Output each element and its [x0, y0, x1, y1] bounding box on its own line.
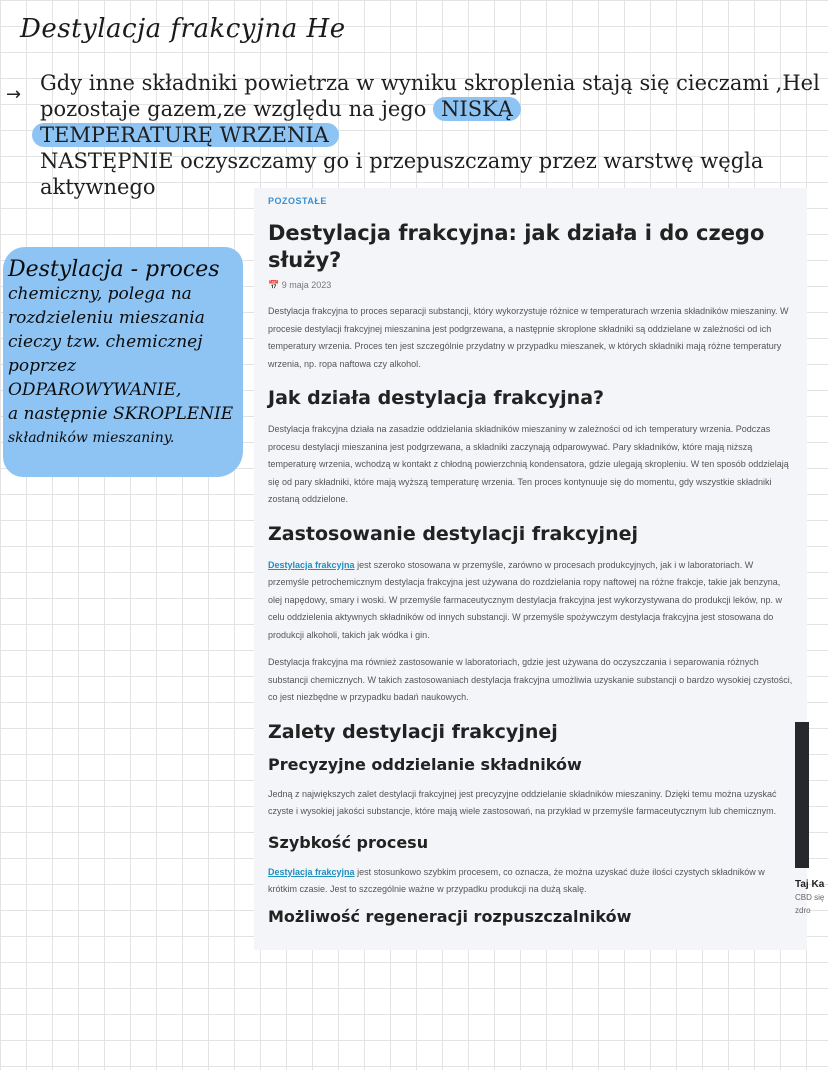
definition-line: rozdzieleniu mieszania: [8, 308, 205, 328]
subsection-heading: Szybkość procesu: [268, 832, 429, 852]
paragraph-text: jest szeroko stosowana w przemyśle, zarówno w procesach produkcyjnych, jak i w laboratoriach. W przemyśle petrochemicznym destylacja frakcyjna jest używana do rozdzielania ropy naftowej na różne frakcje, takie jak benzyna, olej napędowy, smary i woski. W przemyśle farmaceutycznym destylacja frakcyjna jest wykorzystywana do produkcji leków, np. w celu oddzielenia aktywnych składników od innych substancji. W przemyśle spożywczym destylacja frakcyjna jest stosowana do produkcji alkoholi, takich jak wódka i gin.: [268, 559, 783, 640]
paragraph: Destylacja frakcyjna ma również zastosowanie w laboratoriach, gdzie jest używana do oczyszczania i separowania różnych substancji chemicznych. W takich zastosowaniach destylacja frakcyjna umożliwia uzyskanie substancji o bardzo wysokiej czystości, co jest niezbędne w przypadku badań naukowych.: [268, 657, 793, 702]
note-text: Gdy inne składniki powietrza w wyniku skroplenia stają się cieczami ,Hel pozostaje gazem,ze względu na jego: [40, 71, 820, 121]
paragraph-text: jest stosunkowo szybkim procesem, co oznacza, że można uzyskać duże ilości czystych składników w krótkim czasie. Jest to szczególnie ważne w przypadku produkcji na dużą skalę.: [268, 866, 765, 894]
definition-line: poprzez ODPAROWYWANIE,: [8, 356, 182, 400]
sidebar-teaser[interactable]: [795, 878, 828, 917]
note-line-1: [40, 70, 820, 148]
definition-line: cieczy tzw. chemicznej: [8, 332, 203, 352]
definition-note: [8, 258, 248, 450]
article-link[interactable]: Destylacja frakcyjna: [268, 559, 355, 570]
definition-line: składników mieszaniny.: [8, 430, 175, 446]
article-date: 📅 9 maja 2023: [268, 280, 332, 290]
note-line-2: NASTĘPNIE oczyszczamy go i przepuszczamy przez warstwę węgla aktywnego: [40, 149, 764, 199]
sidebar-title: Taj Ka: [795, 879, 825, 890]
article-title: Destylacja frakcyjna: jak działa i do czego służy?: [268, 221, 765, 272]
subsection-heading-cut: Możliwość regeneracji rozpuszczalników: [268, 906, 632, 926]
article-screenshot: [254, 188, 807, 950]
section-heading: Zastosowanie destylacji frakcyjnej: [268, 522, 638, 545]
highlight-niska: NISKĄ: [433, 97, 521, 121]
sidebar-thumbnail[interactable]: [795, 722, 809, 868]
sidebar-snippet: CBD się zdro: [795, 893, 825, 915]
subsection-heading: Precyzyjne oddzielanie składników: [268, 754, 582, 774]
handwritten-title: Destylacja frakcyjna He: [20, 14, 346, 44]
paragraph: [268, 864, 793, 899]
paragraph: Jedną z największych zalet destylacji frakcyjnej jest precyzyjne oddzielanie składników mieszaniny. Dzięki temu można uzyskać czyste i wysokiej jakości substancje, które mają wiele zastosowań, na przykład w przemyśle farmaceutycznym lub chemicznym.: [268, 788, 777, 816]
highlight-temperatura: TEMPERATURĘ WRZENIA: [32, 123, 339, 147]
section-heading: Jak działa destylacja frakcyjna?: [268, 387, 605, 409]
definition-line: a następnie SKROPLENIE: [8, 404, 234, 424]
paragraph: Destylacja frakcyjna działa na zasadzie oddzielania składników mieszaniny w zależności od ich temperatury wrzenia. Podczas procesu destylacji mieszanina jest podgrzewana, a składniki zaczynają odparowywać. Pary składników, które mają niższą temperaturę wrzenia, wchodzą w kontakt z chłodną powierzchnią kondensatora, gdzie ulegają skropleniu. W ten sposób oddzielają się od pary składniki, które mają wyższą temperaturę wrzenia. Ten proces kontynuuje się do momentu, gdy wszystkie składniki zostaną oddzielone.: [268, 424, 789, 504]
category-label[interactable]: POZOSTAŁE: [268, 196, 327, 206]
note-block: [40, 70, 820, 200]
section-heading: Zalety destylacji frakcyjnej: [268, 720, 558, 743]
arrow-icon: →: [6, 84, 22, 105]
definition-line: Destylacja - proces: [8, 257, 220, 282]
intro-paragraph: Destylacja frakcyjna to proces separacji substancji, który wykorzystuje różnice w temperaturach wrzenia składników mieszaniny. W procesie destylacji frakcyjnej mieszanina jest podgrzewana, a następnie skroplone składniki są oddzielane w zależności od ich temperatury wrzenia. Proces ten jest szczególnie przydatny w przypadku mieszanek, w których składniki mają różne temperatury wrzenia, np. ropa naftowa czy alkohol.: [268, 306, 789, 369]
article-link[interactable]: Destylacja frakcyjna: [268, 866, 355, 877]
paragraph: [268, 557, 793, 645]
definition-line: chemiczny, polega na: [8, 284, 192, 304]
